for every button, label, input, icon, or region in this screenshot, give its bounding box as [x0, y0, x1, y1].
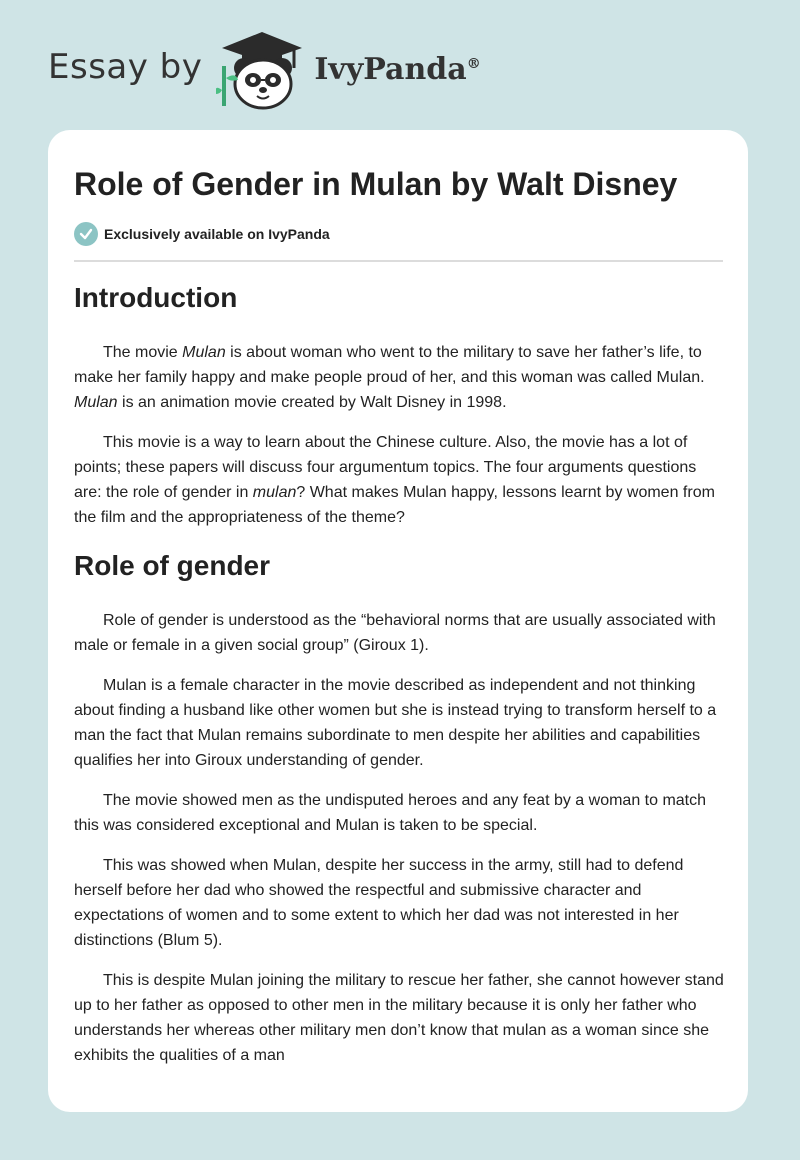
essay-by-label: Essay by	[48, 47, 203, 87]
check-icon	[74, 222, 98, 246]
exclusive-badge	[74, 222, 330, 246]
paragraph: Mulan is a female character in the movie described as independent and not thinking about finding a husband like other women but she is instead trying to transform herself to a man the fact that Mulan remains subordinate to men despite her abilities and capabilities qualifies her into Giroux understanding of gender.	[74, 677, 717, 769]
article-card	[48, 130, 748, 1112]
registered-mark: ®	[466, 55, 481, 72]
paragraph: Role of gender is understood as the “behavioral norms that are usually associated with male or female in a given social group” (Giroux 1).	[74, 612, 716, 654]
brand-name[interactable]: IvyPanda®	[314, 51, 481, 87]
paragraph: The movie showed men as the undisputed heroes and any feat by a woman to match this was considered exceptional and Mulan is taken to be special.	[74, 792, 707, 834]
paragraph: This was showed when Mulan, despite her success in the army, still had to defend herself before her dad who showed the respectful and submissive character and expectations of women and to some extent to which her dad was not interested in her distinctions (Blum 5).	[74, 857, 684, 949]
site-header	[48, 30, 481, 110]
paragraph: The movie Mulan is about woman who went to the military to save her father’s life, to make her family happy and make people proud of her, and this woman was called Mulan. Mulan is an animation movie created by Walt Disney in 1998.	[74, 344, 705, 411]
paragraph: This movie is a way to learn about the Chinese culture. Also, the movie has a lot of points; these papers will discuss four argumentum topics. The four arguments questions are: the role of gender in mulan? What makes Mulan happy, lessons learnt by women from the film and the appropriateness of the theme?	[74, 434, 715, 526]
exclusive-badge-label: Exclusively available on IvyPanda	[104, 226, 330, 242]
article-body	[74, 282, 724, 1068]
paragraph: This is despite Mulan joining the military to rescue her father, she cannot however stand up to her father as opposed to other men in the military because it is only her father who understands her whereas other military men don’t know that mulan as a woman since she exhibits the qualities of a man	[74, 972, 724, 1064]
page-title: Role of Gender in Mulan by Walt Disney	[74, 166, 678, 202]
section-heading-role-of-gender: Role of gender	[74, 550, 271, 581]
panda-logo-icon[interactable]	[216, 28, 308, 112]
divider	[74, 260, 723, 262]
section-heading-introduction: Introduction	[74, 282, 238, 313]
